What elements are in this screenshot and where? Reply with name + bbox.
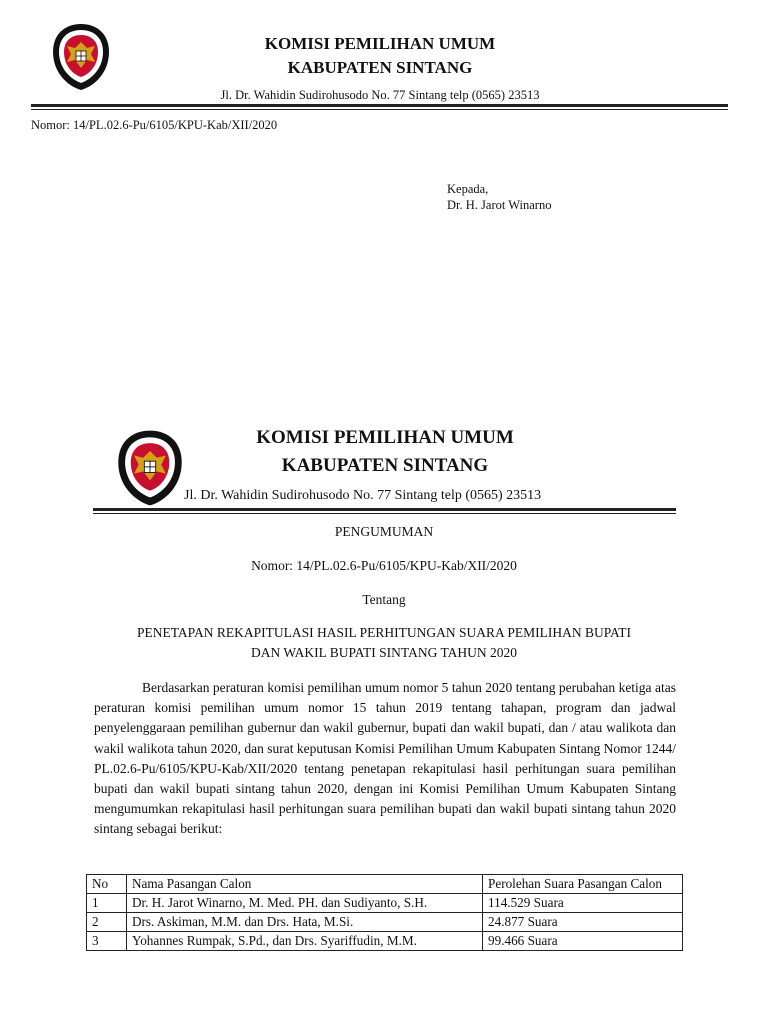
recipient-name: Dr. H. Jarot Winarno — [447, 198, 552, 212]
org-name-line1-2: KOMISI PEMILIHAN UMUM — [256, 427, 514, 448]
row-votes: 114.529 Suara — [483, 894, 683, 913]
announcement-title-line1: PENETAPAN REKAPITULASI HASIL PERHITUNGAN SUARA PEMILIHAN BUPATI — [137, 625, 631, 640]
row-name: Dr. H. Jarot Winarno, M. Med. PH. dan Sudiyanto, S.H. — [127, 894, 483, 913]
row-no: 3 — [87, 932, 127, 951]
kepada-label: Kepada, — [447, 182, 489, 196]
header-votes: Perolehan Suara Pasangan Calon — [483, 875, 683, 894]
announcement-title-line2: DAN WAKIL BUPATI SINTANG TAHUN 2020 — [251, 645, 517, 660]
announcement-body: Berdasarkan peraturan komisi pemilihan umum nomor 5 tahun 2020 tentang perubahan ketiga atas peraturan komisi pemilihan umum nomor 15 tahun 2019 tentang tahapan, program dan jadwal penyelenggaraan pemilihan gubernur dan wakil gubernur, bupati dan wakil bupati, dan / atau walikota dan wakil walikota tahun 2020, dan surat keputusan Komisi Pemilihan Umum Kabupaten Sintang Nomor 1244/ PL.02.6-Pu/6105/KPU-Kab/XII/2020 tentang penetapan rekapitulasi hasil perhitungan suara pemilihan bupati dan wakil bupati sintang tahun 2020, dengan ini Komisi Pemilihan Umum Kabupaten Sintang mengumumkan rekapitulasi hasil perhitungan suara pemilihan bupati dan wakil bupati sintang tahun 2020 sintang sebagai berikut: — [94, 680, 676, 837]
table-row — [87, 913, 683, 932]
letterhead-rule — [31, 104, 728, 107]
kpu-emblem-icon — [51, 22, 111, 92]
announcement-tentang: Tentang — [362, 592, 406, 607]
row-no: 2 — [87, 913, 127, 932]
org-address-2: Jl. Dr. Wahidin Sudirohusodo No. 77 Sintang telp (0565) 23513 — [184, 488, 542, 503]
announcement-number: Nomor: 14/PL.02.6-Pu/6105/KPU-Kab/XII/2020 — [251, 558, 517, 573]
org-name-line1: KOMISI PEMILIHAN UMUM — [264, 34, 496, 53]
row-votes: 24.877 Suara — [483, 913, 683, 932]
letter-number: Nomor: 14/PL.02.6-Pu/6105/KPU-Kab/XII/2020 — [31, 118, 278, 132]
kpu-logo — [51, 22, 111, 92]
row-name: Yohannes Rumpak, S.Pd., dan Drs. Syariffudin, M.M. — [127, 932, 483, 951]
recipient-block — [447, 181, 551, 213]
header-name: Nama Pasangan Calon — [127, 875, 483, 894]
row-votes: 99.466 Suara — [483, 932, 683, 951]
org-name-line2: KABUPATEN SINTANG — [287, 58, 473, 77]
row-no: 1 — [87, 894, 127, 913]
row-name: Drs. Askiman, M.M. dan Drs. Hata, M.Si. — [127, 913, 483, 932]
letterhead-rule-thin — [31, 109, 728, 110]
org-name-line2-2: KABUPATEN SINTANG — [281, 455, 489, 476]
table-row — [87, 932, 683, 951]
org-address: Jl. Dr. Wahidin Sudirohusodo No. 77 Sintang telp (0565) 23513 — [220, 88, 540, 102]
letterhead-rule-thin-2 — [93, 513, 676, 514]
table-header-row — [87, 875, 683, 894]
header-no: No — [87, 875, 127, 894]
letterhead-rule-2 — [93, 508, 676, 511]
table-row — [87, 894, 683, 913]
results-table — [86, 874, 683, 951]
announcement-heading: PENGUMUMAN — [334, 524, 434, 539]
